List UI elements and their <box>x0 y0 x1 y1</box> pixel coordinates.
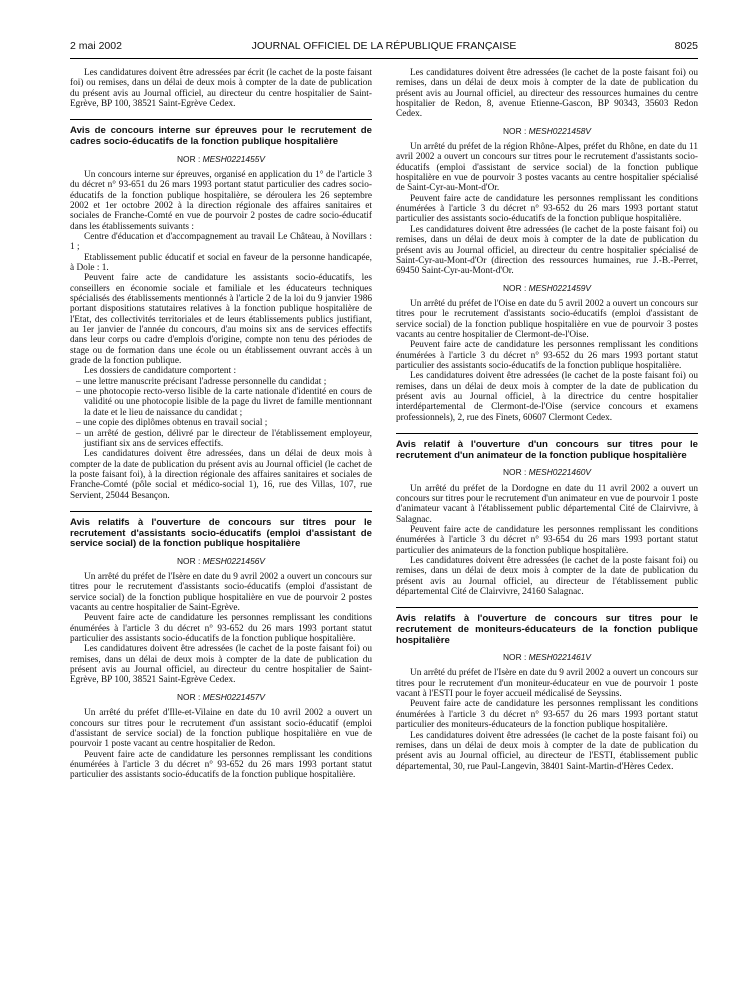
list-item: – une photocopie recto-verso lisible de la carte nationale d'identité en cours de validité ou une photocopie lisible de la page du livret de famille mentionnant la date et le lieu de naissance du candidat ; <box>76 387 372 418</box>
section-divider <box>70 511 372 512</box>
paragraph: Un arrêté du préfet de la région Rhône-Alpes, préfet du Rhône, en date du 11 avril 2002 a ouvert un concours sur titres pour le recrutement d'assistants socio-éducatifs (emploi d'assistant de service social) de la fonction publique hospitalière en vue de pourvoir 3 postes vacants au centre hospitalier spécialisé de Saint-Cyr-au-Mont-d'Or. <box>396 142 698 194</box>
paragraph: Les candidatures doivent être adressées (le cachet de la poste faisant foi) ou remises, dans un délai de deux mois à compter de la date de publication du présent avis au Journal officiel, au directeur du centre hospitalier spécialisé de Saint-Cyr-au-Mont-d'Or (direction des ressources humaines, rue J.-B.-Perret, 69450 Saint-Cyr-au-Mont-d'Or. <box>396 224 698 277</box>
nor-code: MESH0221455V <box>202 153 265 164</box>
paragraph: Centre d'éducation et d'accompagnement au travail Le Château, à Novillars : 1 ; <box>70 231 372 253</box>
list-item: – un arrêté de gestion, délivré par le directeur de l'établissement employeur, justifiant six ans de services effectifs. <box>76 428 372 449</box>
header-journal-title: JOURNAL OFFICIEL DE LA RÉPUBLIQUE FRANÇAISE <box>251 40 517 52</box>
paragraph: Peuvent faire acte de candidature les personnes remplissant les conditions énumérées à l'article 3 du décret n° 93-652 du 26 mars 1993 portant statut particulier des assistants socio-éducatifs de la fonction publique hospitalière. <box>70 749 372 781</box>
paragraph: Un arrêté du préfet de l'Oise en date du 5 avril 2002 a ouvert un concours sur titres pour le recrutement d'assistants socio-éducatifs (emploi d'assistant de service social) de la fonction publique hospitalière en vue de pourvoir 3 postes vacants au centre hospitalier de Clermont-de-l'Oise. <box>396 298 698 340</box>
right-column <box>396 68 698 772</box>
paragraph: Les dossiers de candidature comportent : <box>84 366 237 377</box>
paragraph: Les candidatures doivent être adressées (le cachet de la poste faisant foi) ou remises, dans un délai de deux mois à compter de la date de publication du présent avis au Journal officiel, au directeur du centre hospitalier de Saint-Egrève, BP 100, 38521 Saint-Egrève Cedex. <box>70 644 372 686</box>
header-date: 2 mai 2002 <box>70 40 122 52</box>
section-title: Avis relatifs à l'ouverture de concours sur titres pour le recrutement d'assistants socio-éducatifs (emploi d'assistant de service social) de la fonction publique hospitalière <box>70 516 372 550</box>
paragraph: Les candidatures doivent être adressées (le cachet de la poste faisant foi) ou remises, dans un délai de deux mois à compter de la date de publication du présent avis au Journal officiel, au directeur de l'établissement public départemental Cité de Clairvivre, 24160 Salagnac. <box>396 555 698 597</box>
nor-label: NOR : <box>177 153 203 164</box>
nor-reference <box>396 467 698 477</box>
paragraph: Peuvent faire acte de candidature les assistants socio-éducatifs, les conseillers en économie sociale et familiale et les éducateurs techniques spécialisés des établissements mentionnés à l'article 2 de la loi du 9 janvier 1986 portant dispositions statutaires relatives à la fonction publique hospitalière de l'Etat, des collectivités territoriales et de leurs établissements publics justifiant, au 1er janvier de l'année du concours, d'au moins six ans de services effectifs dans leur corps ou cadre d'emplois d'origine, compte non tenu des périodes de stage ou de formation dans une école ou un établissement ouvrant accès à un grade de la fonction publique. <box>70 273 372 367</box>
nor-reference <box>70 154 372 164</box>
nor-label: NOR : <box>503 467 529 478</box>
paragraph: Les candidatures doivent être adressées (le cachet de la poste faisant foi) ou remises, dans un délai de deux mois à compter de la date de publication du présent avis au Journal officiel, à la directrice du centre hospitalier interdépartemental de Clermont-de-l'Oise (service concours et examens professionnels), 2, rue des Finets, 60607 Clermont Cedex. <box>396 371 698 423</box>
paragraph: Un arrêté du préfet de la Dordogne en date du 11 avril 2002 a ouvert un concours sur titres pour le recrutement d'un animateur en vue de pourvoir 1 poste d'animateur vacant à l'établissement public départemental Cité de Clairvivre, à Salagnac. <box>396 483 698 525</box>
paragraph: Peuvent faire acte de candidature les personnes remplissant les conditions énumérées à l'article 3 du décret n° 93-652 du 26 mars 1993 portant statut particulier des assistants socio-éducatifs de la fonction publique hospitalière. <box>70 613 372 645</box>
paragraph: Les candidatures doivent être adressées, dans un délai de deux mois à compter de la date de publication du présent avis au Journal officiel (le cachet de la poste faisant foi), à la direction régionale des affaires sanitaires et sociales de Franche-Comté (pôle social et médico-social 1), 16, rue des Villas, 107, rue Servient, 25044 Besançon. <box>70 449 372 501</box>
nor-label: NOR : <box>503 282 529 293</box>
section-title: Avis de concours interne sur épreuves pour le recrutement de cadres socio-éducatifs de la fonction publique hospitalière <box>70 125 372 147</box>
paragraph: Les candidatures doivent être adressées (le cachet de la poste faisant foi) ou remises, dans un délai de deux mois à compter de la date de publication du présent avis au Journal officiel, au directeur des ressources humaines du centre hospitalier de Redon, 8, avenue Etienne-Gascon, BP 90343, 35603 Redon Cedex. <box>396 68 698 120</box>
paragraph: Un arrêté du préfet de l'Isère en date du 9 avril 2002 a ouvert un concours sur titres pour le recrutement d'assistants socio-éducatifs (emploi d'assistant de service social) de la fonction publique hospitalière en vue de pourvoir 2 postes vacants au centre hospitalier de Saint-Egrève. <box>70 572 372 614</box>
nor-reference <box>70 556 372 566</box>
left-column <box>70 68 372 781</box>
paragraph: Un arrêté du préfet d'Ille-et-Vilaine en date du 10 avril 2002 a ouvert un concours sur titres pour le recrutement d'un assistant socio-éducatif (emploi d'assistant de service social) de la fonction publique hospitalière en vue de pourvoir 1 poste vacant au centre hospitalier de Redon. <box>70 708 372 750</box>
page-header <box>70 40 698 56</box>
paragraph: Peuvent faire acte de candidature les personnes remplissant les conditions énumérées à l'article 3 du décret n° 93-657 du 26 mars 1993 portant statut particulier des moniteurs-éducateurs de la fonction publique hospitalière. <box>396 699 698 731</box>
paragraph: Peuvent faire acte de candidature les personnes remplissant les conditions énumérées à l'article 3 du décret n° 93-652 du 26 mars 1993 portant statut particulier des assistants socio-éducatifs de la fonction publique hospitalière. <box>396 340 698 371</box>
section-divider <box>70 119 372 120</box>
nor-code: MESH0221458V <box>528 125 591 136</box>
nor-reference <box>396 652 698 662</box>
section-divider <box>396 607 698 608</box>
header-page-number: 8025 <box>674 40 698 52</box>
nor-label: NOR : <box>177 691 203 702</box>
paragraph: Un concours interne sur épreuves, organisé en application du 1° de l'article 3 du décret n° 93-651 du 26 mars 1993 portant statut particulier des cadres socio-éducatifs de la fonction publique hospitalière, se déroulera les 26 septembre 2002 et 1er octobre 2002 à la direction régionale des affaires sanitaires et sociales de Franche-Comté en vue de pourvoir 2 postes de cadre socio-éducatif dans les établissements suivants : <box>70 169 372 232</box>
nor-reference <box>396 126 698 136</box>
list-item: – une copie des diplômes obtenus en travail social ; <box>76 418 268 429</box>
section-title: Avis relatif à l'ouverture d'un concours sur titres pour le recrutement d'un animateur de la fonction publique hospitalière <box>396 439 698 461</box>
nor-code: MESH0221460V <box>528 467 591 478</box>
paragraph: Peuvent faire acte de candidature les personnes remplissant les conditions énumérées à l'article 3 du décret n° 93-654 du 26 mars 1993 portant statut particulier des animateurs de la fonction publique hospitalière. <box>396 524 698 556</box>
section-divider <box>396 433 698 434</box>
nor-label: NOR : <box>503 652 529 663</box>
paragraph: Les candidatures doivent être adressées (le cachet de la poste faisant foi) ou remises, dans un délai de deux mois à compter de la date de publication du présent avis au Journal officiel, au directeur de l'ESTI, établissement public départemental, 30, rue Paul-Langevin, 38401 Saint-Martin-d'Hères Cedex. <box>396 730 698 772</box>
nor-code: MESH0221461V <box>528 652 591 663</box>
paragraph: Les candidatures doivent être adressées par écrit (le cachet de la poste faisant foi) ou remises, dans un délai de deux mois à compter de la date de publication du présent avis au Journal officiel, au directeur du centre hospitalier de Saint-Egrève, BP 100, 38521 Saint-Egrève Cedex. <box>70 68 372 110</box>
header-rule <box>70 58 698 59</box>
nor-code: MESH0221459V <box>528 282 591 293</box>
nor-reference <box>70 692 372 702</box>
nor-code: MESH0221457V <box>202 691 265 702</box>
section-title: Avis relatifs à l'ouverture de concours sur titres pour le recrutement de moniteurs-éducateurs de la fonction publique hospitalière <box>396 613 698 646</box>
nor-label: NOR : <box>503 125 529 136</box>
nor-reference <box>396 283 698 293</box>
nor-label: NOR : <box>177 555 203 566</box>
list-item: – une lettre manuscrite précisant l'adresse personnelle du candidat ; <box>76 376 327 387</box>
nor-code: MESH0221456V <box>202 555 265 566</box>
paragraph: Etablissement public éducatif et social en faveur de la personne handicapée, à Dole : 1. <box>70 252 372 273</box>
paragraph: Peuvent faire acte de candidature les personnes remplissant les conditions énumérées à l'article 3 du décret n° 93-652 du 26 mars 1993 portant statut particulier des assistants socio-éducatifs de la fonction publique hospitalière. <box>396 193 698 225</box>
paragraph: Un arrêté du préfet de l'Isère en date du 9 avril 2002 a ouvert un concours sur titres pour le recrutement d'un moniteur-éducateur en vue de pourvoir 1 poste vacant à l'ESTI pour le foyer accueil médicalisé de Seyssins. <box>396 668 698 700</box>
